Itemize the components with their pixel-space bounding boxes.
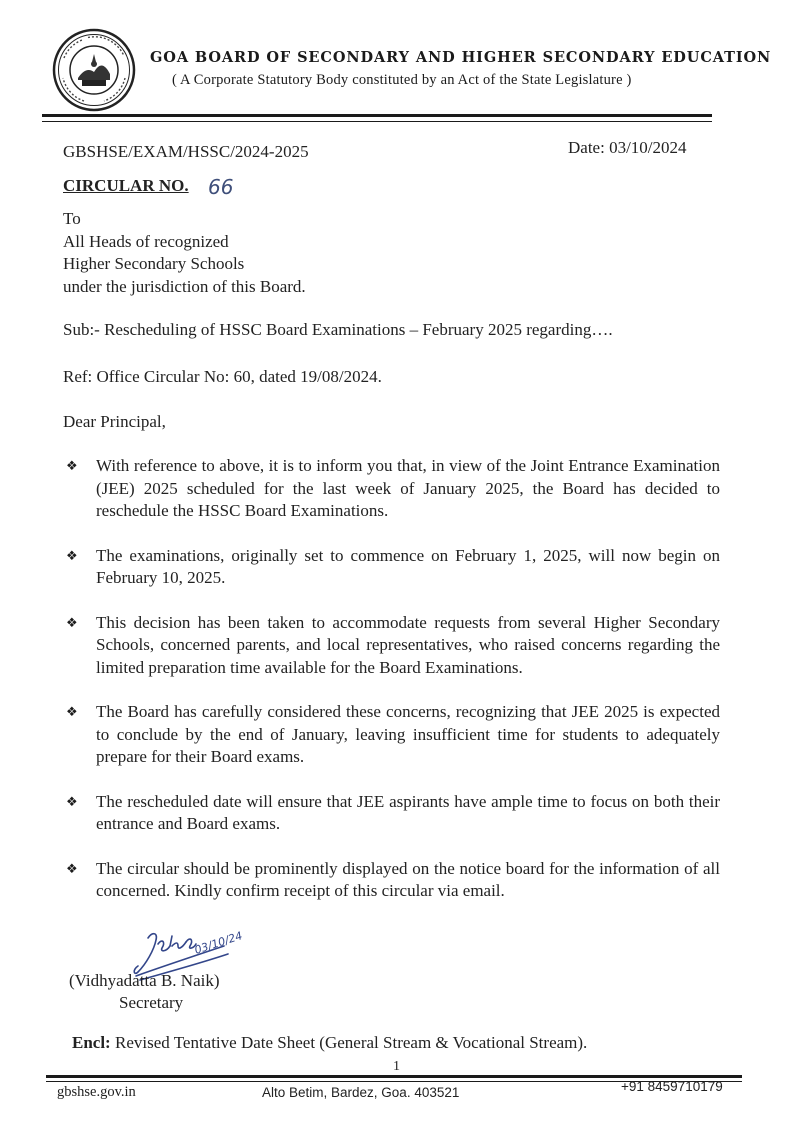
- point-text: The circular should be prominently displayed on the notice board for the information of all concerned. Kindly confirm receipt of this circular via email.: [96, 858, 720, 900]
- circular-number: 66: [208, 175, 234, 199]
- salutation: Dear Principal,: [63, 412, 166, 431]
- addressee-line: All Heads of recognized: [63, 231, 229, 251]
- diamond-bullet-icon: ❖: [66, 794, 78, 810]
- list-item: [66, 545, 720, 590]
- footer-address: Alto Betim, Bardez, Goa. 403521: [262, 1085, 460, 1100]
- reference-number: GBSHSE/EXAM/HSSC/2024-2025: [63, 142, 309, 161]
- signer-name: (Vidhyadatta B. Naik): [69, 971, 220, 990]
- organization-subtitle: ( A Corporate Statutory Body constituted by an Act of the State Legislature ): [172, 72, 632, 88]
- addressee-block: [63, 208, 306, 298]
- board-seal-icon: [52, 28, 136, 112]
- footer-divider: [46, 1075, 742, 1078]
- footer-website: gbshse.gov.in: [57, 1084, 136, 1100]
- enclosure-line: [72, 1032, 587, 1054]
- circular-label: CIRCULAR NO.: [63, 176, 189, 195]
- circular-points: [66, 455, 720, 925]
- page-number: 1: [393, 1059, 400, 1074]
- point-text: The examinations, originally set to commence on February 1, 2025, will now begin on February 10, 2025.: [96, 545, 720, 587]
- signature-date: 03/10/24: [192, 929, 244, 957]
- list-item: [66, 455, 720, 523]
- diamond-bullet-icon: ❖: [66, 615, 78, 631]
- point-text: The rescheduled date will ensure that JEE aspirants have ample time to focus on both their entrance and Board exams.: [96, 791, 720, 833]
- diamond-bullet-icon: ❖: [66, 861, 78, 877]
- point-text: The Board has carefully considered these concerns, recognizing that JEE 2025 is expected to conclude by the end of January, leaving insufficient time for students to adequately prepare for their Board exams.: [96, 702, 720, 766]
- subject-line: Sub:- Rescheduling of HSSC Board Examinations – February 2025 regarding….: [63, 320, 613, 339]
- point-text: With reference to above, it is to inform you that, in view of the Joint Entrance Examination (JEE) 2025 scheduled for the last week of January 2025, the Board has decided to reschedule the HSSC Board Examinations.: [96, 456, 720, 520]
- addressee-line: under the jurisdiction of this Board.: [63, 276, 306, 296]
- addressee-line: Higher Secondary Schools: [63, 254, 245, 273]
- footer-phone: +91 8459710179: [621, 1079, 723, 1094]
- diamond-bullet-icon: ❖: [66, 459, 78, 474]
- header-divider-thin: [42, 121, 712, 122]
- header-divider: [42, 114, 712, 117]
- organization-name: GOA BOARD OF SECONDARY AND HIGHER SECONDARY EDUCATION: [150, 49, 772, 66]
- signer-title: Secretary: [119, 993, 184, 1012]
- circular-date: Date: 03/10/2024: [568, 138, 687, 157]
- list-item: [66, 858, 720, 903]
- list-item: [66, 701, 720, 769]
- reference-line: Ref: Office Circular No: 60, dated 19/08/2024.: [63, 367, 382, 386]
- list-item: [66, 791, 720, 836]
- point-text: This decision has been taken to accommodate requests from several Higher Secondary Schools, concerned parents, and local representatives, who raised concerns regarding the limited preparation time available for the Board Examinations.: [96, 612, 720, 677]
- diamond-bullet-icon: ❖: [66, 705, 78, 720]
- addressee-line: To: [63, 209, 81, 228]
- enclosure-text: Revised Tentative Date Sheet (General Stream & Vocational Stream).: [110, 1033, 588, 1052]
- list-item: [66, 612, 720, 680]
- diamond-bullet-icon: ❖: [66, 548, 78, 564]
- enclosure-label: Encl:: [72, 1033, 111, 1052]
